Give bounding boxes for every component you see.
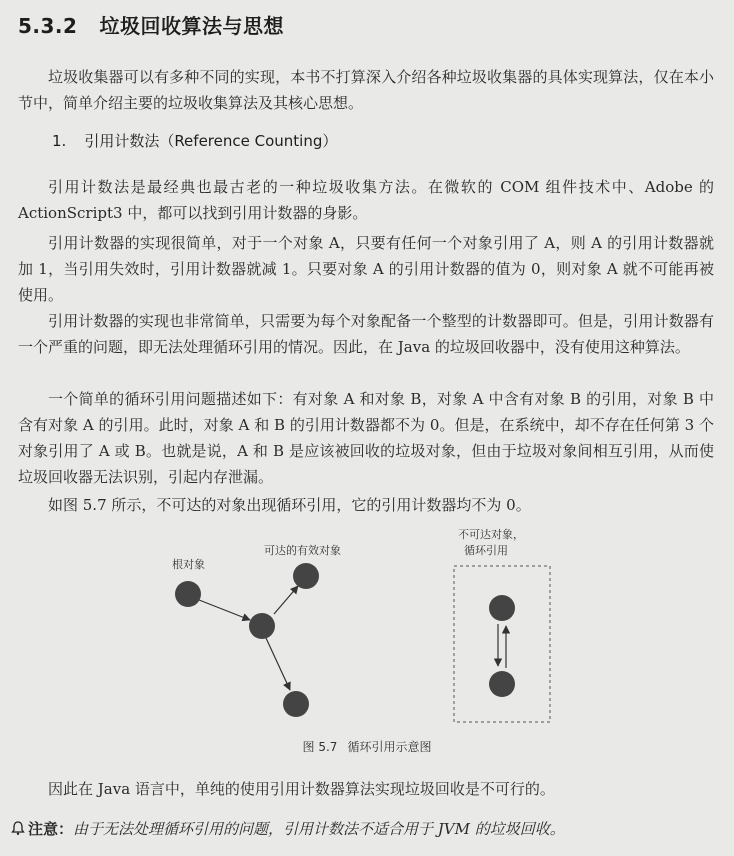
reference-diagram	[150, 520, 590, 760]
root-to-center-arrow	[194, 598, 250, 620]
paragraph-3: 引用计数器的实现也非常简单，只需要为每个对象配备一个整型的计数器即可。但是，引用计数器有一个严重的问题，即无法处理循环引用的情况。因此，在 Java 的垃圾回收器中，没有使用这种算法。	[18, 312, 714, 356]
section-number: 5.3.2	[18, 14, 78, 38]
conclusion-paragraph: 因此在 Java 语言中，单纯的使用引用计数器算法实现垃圾回收是不可行的。	[48, 780, 555, 798]
intro-paragraph: 垃圾收集器可以有多种不同的实现，本书不打算深入介绍各种垃圾收集器的具体实现算法，仅在本小节中，简单介绍主要的垃圾收集算法及其核心思想。	[18, 68, 714, 112]
bottom-object-node	[283, 691, 309, 717]
center-to-top-arrow	[274, 586, 298, 614]
object-b-node	[489, 671, 515, 697]
paragraph-2: 引用计数器的实现很简单，对于一个对象 A，只要有任何一个对象引用了 A，则 A 的引用计数器就加 1，当引用失效时，引用计数器就减 1。只要对象 A 的引用计数器的值为 0，则对象 A 就不可能再被使用。	[18, 234, 714, 304]
center-to-bottom-arrow	[266, 638, 290, 690]
object-a-node	[489, 595, 515, 621]
center-object-node	[249, 613, 275, 639]
figure-5-7	[150, 520, 590, 760]
top-object-node	[293, 563, 319, 589]
section-title: 垃圾回收算法与思想	[99, 14, 284, 38]
reachable-object-label: 可达的有效对象	[264, 544, 341, 557]
unreachable-label-line2: 循环引用	[464, 544, 508, 557]
note-text: 由于无法处理循环引用的问题，引用计数法不适合用于 JVM 的垃圾回收。	[73, 820, 565, 838]
bell-icon	[10, 820, 26, 836]
paragraph-1: 引用计数法是最经典也最古老的一种垃圾收集方法。在微软的 COM 组件技术中、Adobe 的 ActionScript3 中，都可以找到引用计数器的身影。	[18, 178, 714, 222]
subsection-number: 1.	[52, 132, 67, 150]
caption-number: 图 5.7	[302, 740, 338, 754]
subsection-heading	[52, 130, 337, 151]
caption-text: 循环引用示意图	[347, 740, 432, 754]
subsection-title: 引用计数法（Reference Counting）	[84, 132, 338, 150]
root-object-node	[175, 581, 201, 607]
figure-caption	[0, 738, 734, 755]
paragraph-5: 如图 5.7 所示，不可达的对象出现循环引用，它的引用计数器均不为 0。	[48, 496, 531, 514]
unreachable-label-line1: 不可达对象，	[458, 528, 524, 541]
unreachable-box	[454, 566, 550, 722]
root-object-label: 根对象	[172, 558, 205, 571]
note-label: 注意：	[28, 820, 74, 838]
paragraph-4: 一个简单的循环引用问题描述如下：有对象 A 和对象 B，对象 A 中含有对象 B 的引用，对象 B 中含有对象 A 的引用。此时，对象 A 和 B 的引用计数器都不为 0。但是，在系统中，却不存在任何第 3 个对象引用了 A 或 B。也就是说，A 和 B 是应该被回收的垃圾对象，但由于垃圾对象间相互引用，从而使垃圾回收器无法识别，引起内存泄漏。	[18, 390, 714, 486]
note-block	[10, 818, 726, 840]
section-heading	[18, 10, 284, 39]
